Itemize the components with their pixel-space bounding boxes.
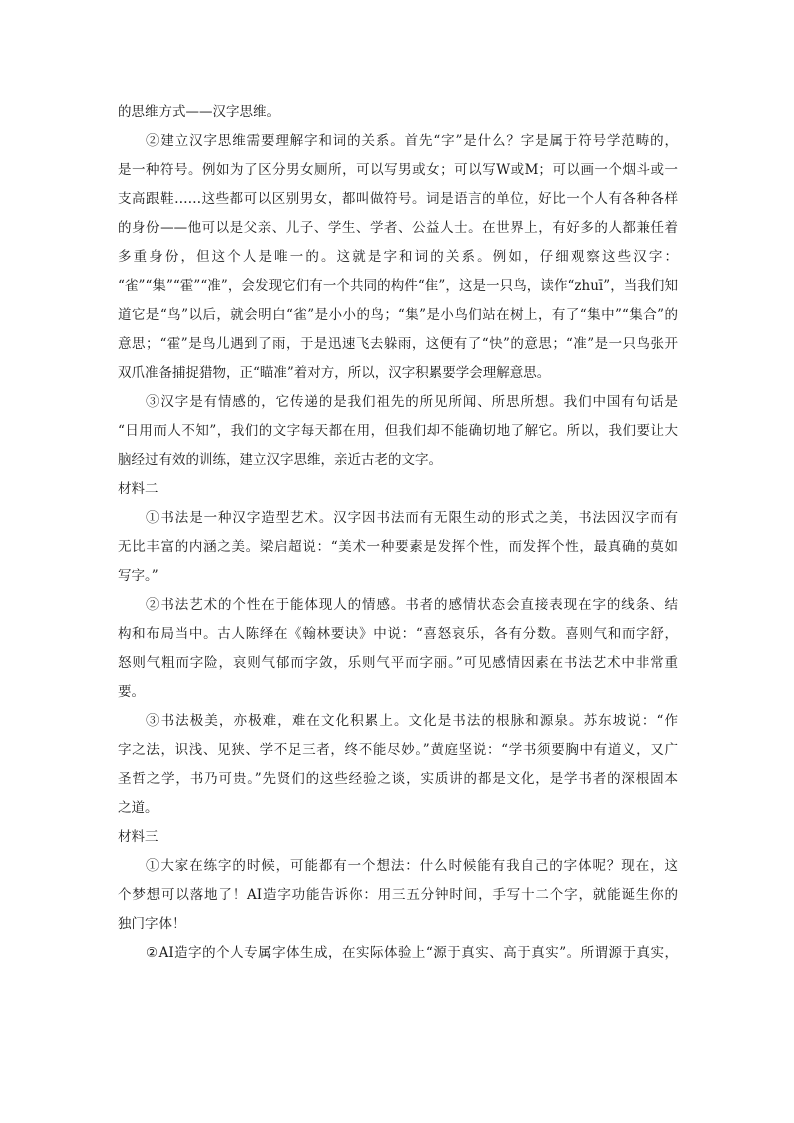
text-line: 的思维方式——汉字思维。 <box>118 104 280 120</box>
heading-text: 材料三 <box>118 829 159 845</box>
text-line: 构和布局当中。古人陈绎在《翰林要诀》中说：“喜怒哀乐，各有分数。喜则气和而字舒， <box>118 626 678 642</box>
text-line: 支高跟鞋……这些都可以区别男女，都叫做符号。词是语言的单位，好比一个人有各种各样 <box>118 191 678 207</box>
text-line: 的身份——他可以是父亲、儿子、学生、学者、公益人士。在世界上，有好多的人都兼任着 <box>118 220 678 236</box>
text-line: 道它是“鸟”以后，就会明白“雀”是小小的鸟；“集”是小鸟们站在树上，有了“集中”“集合”的 <box>118 307 678 323</box>
text-line: “雀”“集”“霍”“准”，会发现它们有一个共同的构件“隹”，这是一只鸟，读作“zhuī”，当我们知 <box>118 278 678 294</box>
text-line: 字之法，识浅、见狭、学不足三者，终不能尽妙。”黄庭坚说：“学书须要胸中有道义，又广 <box>118 742 678 758</box>
text-line: ②建立汉字思维需要理解字和词的关系。首先“字”是什么？字是属于符号学范畴的， <box>146 133 678 149</box>
paragraph <box>118 388 678 475</box>
heading-text: 材料二 <box>118 481 159 497</box>
paragraph <box>118 707 678 823</box>
text-line: ②书法艺术的个性在于能体现人的情感。书者的感情状态会直接表现在字的线条、结 <box>146 597 678 613</box>
text-line: “日用而人不知”，我们的文字每天都在用，但我们却不能确切地了解它。所以，我们要让大 <box>118 423 678 439</box>
paragraph <box>118 127 678 388</box>
text-line: 个梦想可以落地了！AI造字功能告诉你：用三五分钟时间，手写十二个字，就能诞生你的 <box>118 887 678 903</box>
text-line: ②AI造字的个人专属字体生成，在实际体验上“源于真实、高于真实”。所谓源于真实， <box>146 945 678 961</box>
text-line: 之道。 <box>118 800 159 816</box>
section-heading <box>118 823 678 852</box>
text-line: 要。 <box>118 684 145 700</box>
paragraph <box>118 98 678 127</box>
text-line: 圣哲之学，书乃可贵。”先贤们的这些经验之谈，实质讲的都是文化，是学书者的深根固本 <box>118 771 678 787</box>
paragraph <box>118 939 678 968</box>
text-line: 是一种符号。例如为了区分男女厕所，可以写男或女；可以写W或M；可以画一个烟斗或一 <box>118 162 678 178</box>
text-line: 意思；“霍”是鸟儿遇到了雨，于是迅速飞去躲雨，这便有了“快”的意思；“准”是一只鸟张开 <box>118 336 678 352</box>
text-line: ①大家在练字的时候，可能都有一个想法：什么时候能有我自己的字体呢？现在，这 <box>146 858 678 874</box>
paragraph <box>118 852 678 939</box>
text-line: 怒则气粗而字险，哀则气郁而字敛，乐则气平而字丽。”可见感情因素在书法艺术中非常重 <box>118 655 678 671</box>
text-line: 独门字体！ <box>118 916 186 932</box>
text-line: ③书法极美，亦极难，难在文化积累上。文化是书法的根脉和源泉。苏东坡说：“作 <box>146 713 678 729</box>
document-body <box>118 98 678 968</box>
text-line: 写字。” <box>118 568 159 584</box>
text-line: 无比丰富的内涵之美。梁启超说：“美术一种要素是发挥个性，而发挥个性，最真确的莫如 <box>118 539 678 555</box>
text-line: ③汉字是有情感的，它传递的是我们祖先的所见所闻、所思所想。我们中国有句话是 <box>146 394 678 410</box>
paragraph <box>118 504 678 591</box>
text-line: 脑经过有效的训练，建立汉字思维，亲近古老的文字。 <box>118 452 442 468</box>
text-line: ①书法是一种汉字造型艺术。汉字因书法而有无限生动的形式之美，书法因汉字而有 <box>146 510 678 526</box>
text-line: 多重身份，但这个人是唯一的。这就是字和词的关系。例如，仔细观察这些汉字： <box>118 249 678 265</box>
paragraph <box>118 591 678 707</box>
section-heading <box>118 475 678 504</box>
text-line: 双爪准备捕捉猎物，正“瞄准”着对方，所以，汉字积累要学会理解意思。 <box>118 365 551 381</box>
